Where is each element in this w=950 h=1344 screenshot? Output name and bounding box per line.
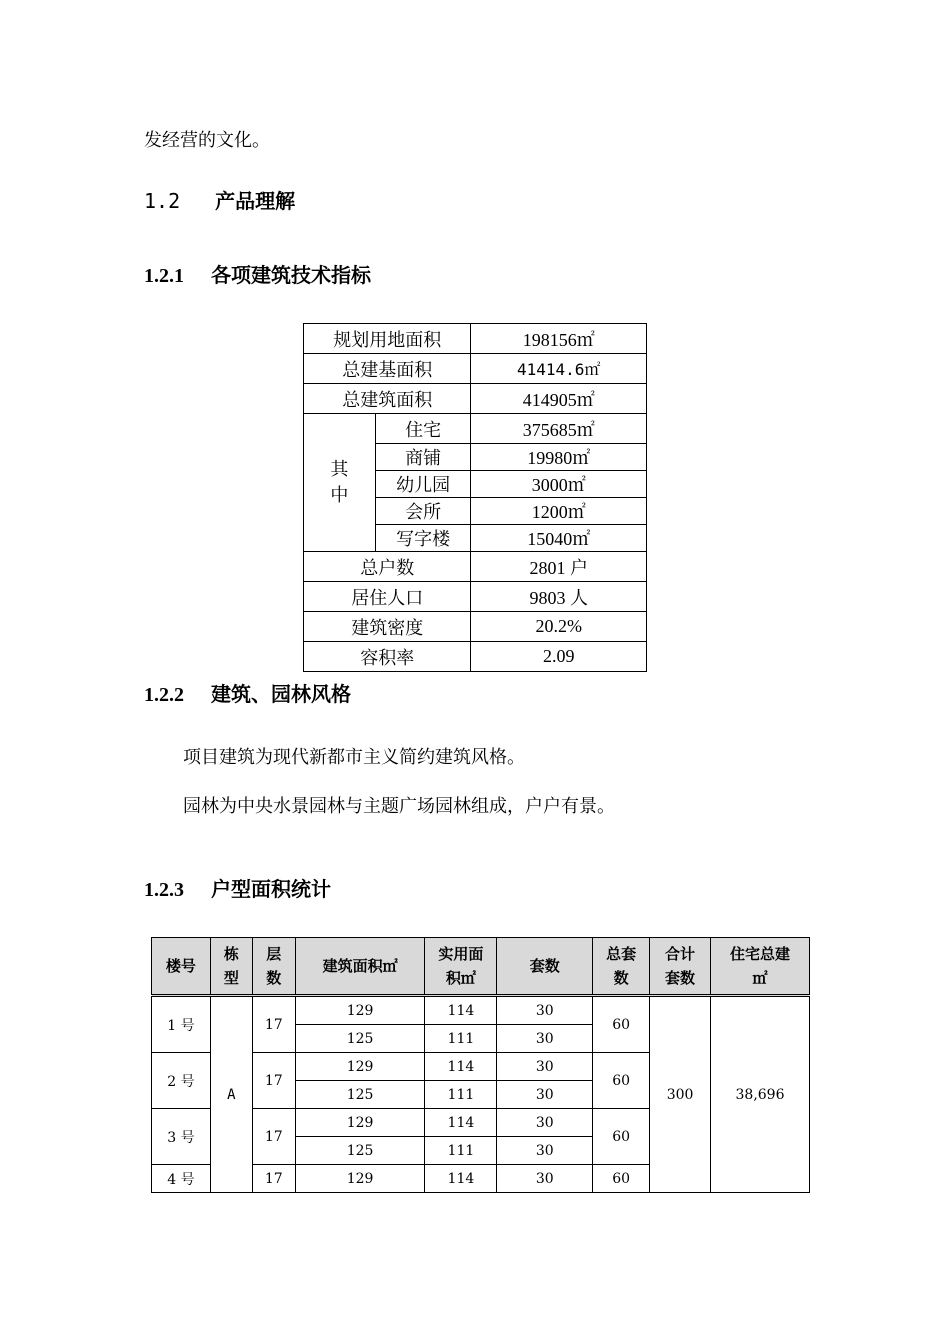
table-header-row xyxy=(152,938,810,996)
header-usable-area: 实用面积㎡ xyxy=(425,938,497,996)
section-heading-1-2-2 xyxy=(144,678,351,707)
usable-area: 114 xyxy=(425,1109,497,1137)
indicator-label: 总户数 xyxy=(304,552,471,582)
sub-label: 住宅 xyxy=(375,414,471,444)
sets: 30 xyxy=(497,1081,593,1109)
usable-area: 114 xyxy=(425,1053,497,1081)
section-heading-1-2-3 xyxy=(144,873,331,902)
gross-area: 129 xyxy=(295,1053,425,1081)
sub-value: 3000㎡ xyxy=(471,471,647,498)
indicator-label: 总建筑面积 xyxy=(304,384,471,414)
total-sets: 60 xyxy=(593,996,650,1053)
sub-value: 19980㎡ xyxy=(471,444,647,471)
building-name: 2 号 xyxy=(152,1053,211,1109)
gross-area: 125 xyxy=(295,1137,425,1165)
building-floors: 17 xyxy=(252,1109,295,1165)
sub-value: 15040㎡ xyxy=(471,525,647,552)
usable-area: 114 xyxy=(425,1165,497,1193)
indicator-value: 2801 户 xyxy=(471,552,647,582)
sets: 30 xyxy=(497,1053,593,1081)
table-row xyxy=(304,324,647,354)
indicator-label: 规划用地面积 xyxy=(304,324,471,354)
gross-area: 125 xyxy=(295,1081,425,1109)
gross-area: 129 xyxy=(295,996,425,1025)
section-title: 各项建筑技术指标 xyxy=(210,263,371,287)
unit-area-table xyxy=(151,937,810,1193)
among-label: 其中 xyxy=(304,414,376,552)
section-number: 1.2 xyxy=(144,189,181,213)
gross-area: 125 xyxy=(295,1025,425,1053)
indicator-value: 414905㎡ xyxy=(471,384,647,414)
sub-value: 1200㎡ xyxy=(471,498,647,525)
table-row xyxy=(152,996,810,1025)
section-number: 1.2.1 xyxy=(144,265,184,287)
indicator-value: 41414.6㎡ xyxy=(471,354,647,384)
sets: 30 xyxy=(497,1165,593,1193)
table-row xyxy=(304,414,647,444)
section-heading-1-2-1 xyxy=(144,259,371,288)
indicator-label: 居住人口 xyxy=(304,582,471,612)
header-residential-total: 住宅总建㎡ xyxy=(711,938,810,996)
header-gross-area: 建筑面积㎡ xyxy=(295,938,425,996)
header-type: 栋型 xyxy=(210,938,252,996)
table-row xyxy=(304,354,647,384)
paragraph-garden: 园林为中央水景园林与主题广场园林组成，户户有景。 xyxy=(183,796,615,817)
building-floors: 17 xyxy=(252,996,295,1053)
usable-area: 114 xyxy=(425,996,497,1025)
section-heading-1-2 xyxy=(144,185,295,214)
sub-label: 写字楼 xyxy=(375,525,471,552)
building-floors: 17 xyxy=(252,1165,295,1193)
indicator-value: 2.09 xyxy=(471,642,647,672)
paragraph-architecture: 项目建筑为现代新都市主义简约建筑风格。 xyxy=(183,747,525,768)
header-total-sets: 总套数 xyxy=(593,938,650,996)
total-sets: 60 xyxy=(593,1053,650,1109)
indicator-value: 9803 人 xyxy=(471,582,647,612)
section-title: 产品理解 xyxy=(215,189,296,213)
table-row xyxy=(304,582,647,612)
building-floors: 17 xyxy=(252,1053,295,1109)
header-sets: 套数 xyxy=(497,938,593,996)
header-sum-sets: 合计套数 xyxy=(650,938,711,996)
residential-total: 38,696 xyxy=(711,996,810,1193)
building-name: 1 号 xyxy=(152,996,211,1053)
usable-area: 111 xyxy=(425,1137,497,1165)
sum-sets: 300 xyxy=(650,996,711,1193)
sub-label: 会所 xyxy=(375,498,471,525)
table-row xyxy=(304,384,647,414)
building-name: 3 号 xyxy=(152,1109,211,1165)
sub-value: 375685㎡ xyxy=(471,414,647,444)
table-row xyxy=(304,552,647,582)
sub-label: 幼儿园 xyxy=(375,471,471,498)
section-number: 1.2.2 xyxy=(144,684,184,706)
building-name: 4 号 xyxy=(152,1165,211,1193)
indicator-label: 容积率 xyxy=(304,642,471,672)
sets: 30 xyxy=(497,1025,593,1053)
sub-label: 商铺 xyxy=(375,444,471,471)
indicator-value: 198156㎡ xyxy=(471,324,647,354)
gross-area: 129 xyxy=(295,1109,425,1137)
indicator-label: 建筑密度 xyxy=(304,612,471,642)
sets: 30 xyxy=(497,996,593,1025)
building-type: A xyxy=(210,996,252,1193)
total-sets: 60 xyxy=(593,1109,650,1165)
header-building: 楼号 xyxy=(152,938,211,996)
usable-area: 111 xyxy=(425,1025,497,1053)
sets: 30 xyxy=(497,1137,593,1165)
total-sets: 60 xyxy=(593,1165,650,1193)
section-title: 建筑、园林风格 xyxy=(210,682,351,706)
intro-fragment: 发经营的文化。 xyxy=(144,130,270,151)
indicator-value: 20.2% xyxy=(471,612,647,642)
indicator-table xyxy=(303,323,647,672)
section-number: 1.2.3 xyxy=(144,879,184,901)
sets: 30 xyxy=(497,1109,593,1137)
section-title: 户型面积统计 xyxy=(210,877,331,901)
header-floors: 层数 xyxy=(252,938,295,996)
indicator-label: 总建基面积 xyxy=(304,354,471,384)
usable-area: 111 xyxy=(425,1081,497,1109)
gross-area: 129 xyxy=(295,1165,425,1193)
table-row xyxy=(304,642,647,672)
table-row xyxy=(304,612,647,642)
